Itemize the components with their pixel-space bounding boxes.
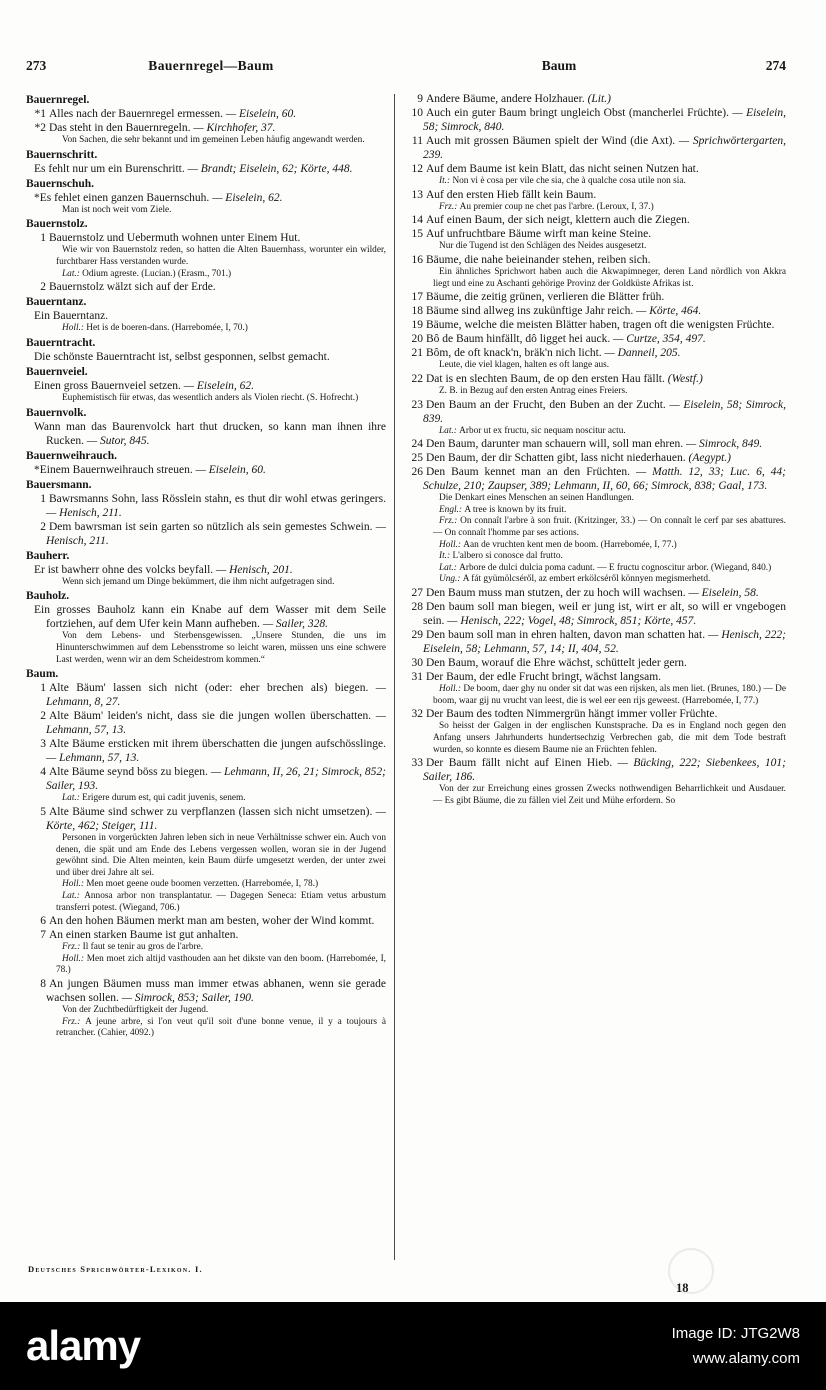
alamy-url-text: www.alamy.com — [692, 1350, 800, 1367]
left-column — [26, 92, 386, 1260]
language-note: It.: Non vi è cosa per vile che sia, che à qualche cosa utile non sia. — [439, 176, 686, 187]
language-note: Ung.: A fát gyümölcséről, az embert erkölcséről könnyen megismerhetd. — [439, 574, 711, 585]
entry-number: 23 — [411, 398, 423, 411]
proverb-entry: 19 Bäume, welche die meisten Blätter haben, tragen oft die wenigsten Früchte. — [411, 319, 775, 332]
language-label: Holl.: — [439, 684, 464, 695]
proverb-entry: 29 Den baum soll man in ehren halten, davon man schatten hat. — Henisch, 222; Eiselein, 58; Lehmann, 57, 14; II, 404, 52. — [411, 629, 786, 656]
proverb-entry: 10 Auch ein guter Baum bringt ungleich Obst (mancherlei Früchte). — Eiselein, 58; Simrock, 840. — [411, 107, 786, 134]
entry-number: 2 — [40, 710, 46, 723]
language-note: Lat.: Odium agreste. (Lucian.) (Erasm., 701.) — [62, 268, 232, 279]
language-label: Ung.: — [439, 574, 463, 585]
image-id-text: Image ID: JTG2W8 — [671, 1324, 800, 1342]
language-label: Lat.: — [62, 793, 83, 804]
source-citation: — Eiselein, 58; Simrock, 839. — [423, 398, 786, 425]
proverb-entry: Wann man das Baurenvolck hart thut drucken, so kann man ihnen ihre Rucken. — Sutor, 845. — [34, 420, 386, 447]
annotation: Wie wir von Bauernstolz reden, so hatten die Alten Bauernhass, worunter ein wilder, furchtbarer Hass verstanden wurde. — [56, 245, 386, 267]
alamy-watermark-bar — [0, 1302, 826, 1390]
entry-number: 17 — [411, 291, 423, 304]
annotation: Von der zur Erreichung eines grossen Zwecks nothwendigen Beharrlichkeit und Ausdauer. — Es gibt Bäume, die zu fällen viel Zeit und Mühe erfordern. So — [433, 784, 786, 806]
proverb-entry: 32 Der Baum des todten Nimmergrün hängt immer voller Früchte. — [411, 708, 718, 721]
source-citation: — Lehmann, 57, 13. — [46, 710, 386, 737]
page-number-right: 274 — [765, 58, 786, 73]
entry-number: 5 — [40, 805, 46, 818]
proverb-entry: *2 Das steht in den Bauernregeln. — Kirchhofer, 37. — [34, 122, 276, 135]
entry-number: 22 — [411, 372, 423, 385]
annotation: So heisst der Galgen in der englischen Kunstsprache. Da es in England noch gegen den Anfang unsers Jahrhunderts hundertsechzig Verbrechen gab, die mit dem Tode bestraft wurden, so konnte es diesem Baume nie an Früchten fehlen. — [433, 721, 786, 755]
headword: Bauernweihrauch. — [26, 449, 118, 462]
source-citation: — Henisch, 222; Eiselein, 58; Lehmann, 57, 14; II, 404, 52. — [423, 629, 786, 656]
proverb-entry: Es fehlt nur um ein Burenschritt. — Brandt; Eiselein, 62; Körte, 448. — [34, 162, 353, 175]
language-label: It.: — [439, 551, 453, 562]
language-note: Holl.: Aan de vruchten kent men de boom. (Harrebomée, I, 77.) — [439, 539, 677, 550]
language-label: Holl.: — [62, 323, 87, 334]
entry-number: 25 — [411, 452, 423, 465]
language-note: Frz.: Il faut se tenir au gros de l'arbre. — [62, 942, 204, 953]
language-note: Frz.: Au premier coup ne chet pas l'arbre. (Leroux, I, 37.) — [439, 201, 654, 212]
language-note: It.: L'albero si conosce dal frutto. — [439, 551, 563, 562]
proverb-entry: 2 Alte Bäum' leiden's nicht, dass sie die jungen wollen überschatten. — Lehmann, 57, 13. — [26, 709, 386, 737]
proverb-entry: 17 Bäume, die zeitig grünen, verlieren die Blätter früh. — [411, 291, 665, 304]
proverb-entry: 7 An einen starken Baume ist gut anhalten. — [26, 928, 386, 942]
headword: Bauernschritt. — [26, 148, 98, 161]
entry-number: 7 — [40, 929, 46, 942]
headword: Bauernschuh. — [26, 177, 95, 190]
source-citation: — Henisch, 222; Vogel, 48; Simrock, 851; Körte, 457. — [447, 615, 697, 628]
annotation: Euphemistisch für etwas, das wesentlich anders als Violen riecht. (S. Hofrecht.) — [62, 392, 359, 403]
entry-number: 29 — [411, 629, 423, 642]
proverb-entry: 1 Bawrsmanns Sohn, lass Rösslein stahn, es thut dir wohl etwas geringers. — Henisch, 211. — [26, 492, 386, 520]
proverb-entry: Ein Bauerntanz. — [34, 310, 109, 323]
entry-number: 19 — [411, 319, 423, 332]
language-note: Frz.: A jeune arbre, si l'on veut qu'il soit d'une bonne venue, il y a toujours à retrancher. (Cahier, 4092.) — [56, 1016, 386, 1039]
language-note: Holl.: Het is de boeren-dans. (Harrebomée, I, 70.) — [62, 323, 248, 334]
language-note: Lat.: Arbor ut ex fructu, sic nequam noscitur actu. — [439, 425, 626, 436]
annotation: Leute, die viel klagen, halten es oft lange aus. — [439, 360, 610, 371]
proverb-entry: Die schönste Bauerntracht ist, selbst gesponnen, selbst gemacht. — [34, 350, 330, 363]
proverb-entry: 20 Bô de Baum hinfällt, dô ligget hei auck. — Curtze, 354, 497. — [411, 333, 706, 346]
annotation: Wenn sich jemand um Dinge bekümmert, die ihm nicht aufgetragen sind. — [62, 576, 335, 587]
entry-number: 11 — [411, 135, 423, 148]
language-note: Engl.: A tree is known by its fruit. — [439, 504, 567, 515]
proverb-entry: *Es fehlet einen ganzen Bauernschuh. — Eiselein, 62. — [34, 191, 283, 204]
source-citation: — Eiselein, 58; Simrock, 840. — [423, 107, 786, 134]
proverb-entry: 33 Der Baum fällt nicht auf Einen Hieb. — Bücking, 222; Siebenkees, 101; Sailer, 186. — [411, 757, 786, 784]
source-citation: — Sutor, 845. — [86, 434, 150, 447]
running-header — [26, 58, 786, 78]
annotation: Nur die Tugend ist den Schlägen des Neides ausgesetzt. — [439, 241, 647, 252]
language-label: Holl.: — [62, 879, 87, 890]
source-citation: — Matth. 12, 33; Luc. 6, 44; Schulze, 210; Zaupser, 389; Lehmann, II, 60, 66; Simrock, 838; Gaal, 173. — [423, 466, 786, 493]
entry-number: 21 — [411, 347, 423, 360]
headword: Bauerntracht. — [26, 336, 96, 349]
proverb-entry: 3 Alte Bäume ersticken mit ihrem überschatten die jungen aufschösslinge. — Lehmann, 57, 13. — [26, 737, 386, 765]
source-citation: — Simrock, 849. — [685, 438, 763, 451]
series-footer: Deutsches Sprichwörter-Lexikon. I. — [28, 1264, 203, 1274]
entry-number: 13 — [411, 188, 423, 201]
headword: Bauernvolk. — [26, 406, 87, 419]
entry-number: 18 — [411, 305, 423, 318]
source-citation: — Danneil, 205. — [604, 347, 681, 360]
source-citation: — Simrock, 853; Sailer, 190. — [121, 992, 254, 1005]
annotation: Man ist noch weit vom Ziele. — [62, 204, 172, 215]
annotation: Personen in vorgerückten Jahren leben sich in neue Verhältnisse schwer ein. Auch von denen, die spät und am Ende des Lebens vergessen wollen, woran sie in der Jugend gewöhnt sind. Die Alten meinten, kein Baum dürfe umgesetzt werden, der unter zwei und über drei Jahre alt sei. — [56, 832, 386, 878]
language-label: Engl.: — [439, 504, 465, 515]
annotation: Von der Zuchtbedürftigkeit der Jugend. — [62, 1005, 209, 1016]
headword: Bauernstolz. — [26, 218, 88, 231]
entry-number: 9 — [417, 93, 423, 105]
entry-number: 16 — [411, 253, 423, 266]
entry-number: 30 — [411, 657, 423, 670]
source-citation: (Lit.) — [587, 93, 611, 105]
proverb-entry: 11 Auch mit grossen Bäumen spielt der Wind (die Axt). — Sprichwörtergarten, 239. — [411, 135, 786, 162]
source-citation: — Sprichwörtergarten, 239. — [423, 135, 786, 162]
source-citation: — Henisch, 211. — [46, 520, 386, 547]
source-citation: — Henisch, 201. — [216, 563, 293, 576]
headword: Bauersmann. — [26, 478, 92, 491]
proverb-entry: 31 Der Baum, der edle Frucht bringt, wächst langsam. — [411, 671, 662, 684]
source-citation: — Eiselein, 62. — [183, 379, 255, 392]
entry-number: 14 — [411, 214, 423, 227]
proverb-entry: 12 Auf dem Baume ist kein Blatt, das nicht seinen Nutzen hat. — [411, 163, 699, 176]
source-citation: — Eiselein, 60. — [225, 108, 297, 121]
alamy-meta — [672, 1321, 800, 1372]
language-label: Holl.: — [439, 539, 464, 550]
entry-number: 15 — [411, 228, 423, 241]
language-label: Holl.: — [62, 953, 87, 964]
proverb-entry: 1 Alte Bäum' lassen sich nicht (oder: eher brechen als) biegen. — Lehmann, 8, 27. — [26, 681, 386, 709]
proverb-entry: 8 An jungen Bäumen muss man immer etwas abhanen, wenn sie gerade wachsen sollen. — Simrock, 853; Sailer, 190. — [26, 977, 386, 1005]
entry-number: 26 — [411, 466, 423, 479]
headword: Bauernregel. — [26, 94, 90, 106]
proverb-entry: 9 Andere Bäume, andere Holzhauer. (Lit.) — [403, 92, 786, 106]
source-citation: — Körte, 464. — [636, 305, 702, 318]
annotation: Die Denkart eines Menschen an seinen Handlungen. — [439, 493, 634, 504]
header-title-right: Baum — [541, 58, 577, 73]
annotation: Von Sachen, die sehr bekannt und im gemeinen Leben häufig angewandt werden. — [62, 135, 365, 146]
language-label: Lat.: — [62, 268, 83, 279]
entry-number: 8 — [40, 978, 46, 991]
entry-number: 24 — [411, 438, 423, 451]
proverb-entry: Einen gross Bauernveiel setzen. — Eiselein, 62. — [34, 379, 255, 392]
page-number-left: 273 — [26, 58, 47, 73]
source-citation: — Lehmann, 8, 27. — [46, 682, 386, 709]
annotation: Ein ähnliches Sprichwort haben auch die Akwapimneger, deren Land nördlich von Akkra liegt und eine zu Aschanti gehörige Provinz der Goldküste Afrikas ist. — [433, 266, 786, 289]
alamy-logo: alamy — [26, 1322, 141, 1369]
language-note: Lat.: Annosa arbor non transplantatur. — Dagegen Seneca: Etiam vetus arbustum transferri potest. (Wiegand, 706.) — [56, 891, 386, 913]
entry-number: 33 — [411, 757, 423, 770]
entry-number: 2 — [40, 520, 46, 533]
proverb-entry: 27 Den Baum muss man stutzen, der zu hoch will wachsen. — Eiselein, 58. — [411, 587, 759, 600]
entry-number: 6 — [40, 915, 46, 928]
proverb-entry: 13 Auf den ersten Hieb fällt kein Baum. — [411, 188, 597, 201]
entry-number: 2 — [40, 281, 46, 294]
language-label: Lat.: — [439, 425, 460, 436]
source-citation: (Westf.) — [667, 372, 703, 385]
proverb-entry: 21 Bôm, de oft knack'n, bräk'n nich licht. — Danneil, 205. — [411, 347, 681, 360]
entry-number: 4 — [40, 766, 46, 779]
entry-number: *2 — [34, 122, 46, 135]
source-citation: — Eiselein, 60. — [195, 463, 266, 476]
headword: Bauherr. — [26, 549, 70, 562]
proverb-entry: Ein grosses Bauholz kann ein Knabe auf dem Wasser mit dem Seile fortziehen, auf dem Ufer kein Mann aufheben. — Sailer, 328. — [34, 604, 386, 631]
proverb-entry: 24 Den Baum, darunter man schauern will, soll man ehren. — Simrock, 849. — [411, 438, 763, 451]
headword: Bauernveiel. — [26, 365, 88, 378]
proverb-entry: Er ist bawherr ohne des volcks beyfall. — Henisch, 201. — [34, 563, 293, 576]
language-label: Lat.: — [439, 562, 460, 573]
source-citation: — Henisch, 211. — [46, 506, 122, 519]
language-label: Frz.: — [62, 942, 83, 953]
proverb-entry: 26 Den Baum kennet man an den Früchten. — Matth. 12, 33; Luc. 6, 44; Schulze, 210; Zaupser, 389; Lehmann, II, 60, 66; Simrock, 838; Gaal, 173. — [411, 466, 786, 493]
proverb-entry: 25 Den Baum, der dir Schatten gibt, lass nicht niederhauen. (Aegypt.) — [411, 452, 731, 465]
language-label: It.: — [439, 176, 453, 187]
source-citation: — Körte, 462; Steiger, 111. — [46, 805, 386, 832]
source-citation: — Bücking, 222; Siebenkees, 101; Sailer, 186. — [423, 757, 786, 784]
language-label: Frz.: — [439, 201, 460, 212]
source-citation: (Aegypt.) — [688, 452, 731, 465]
source-citation: — Eiselein, 62. — [212, 191, 283, 204]
proverb-entry: 4 Alte Bäume seynd böss zu biegen. — Lehmann, II, 26, 21; Simrock, 852; Sailer, 193. — [26, 765, 386, 793]
headword: Bauholz. — [26, 590, 70, 603]
language-label: Frz.: — [439, 516, 461, 527]
annotation: Von dem Lebens- und Sterbensgewissen. „Unsere Stunden, die uns im Hinunterschwimmen auf dem Lebensstrome so leicht waren, müssen uns eine schwere Last werden, wenn wir an dem Scheidestrom kommen.“ — [56, 631, 386, 665]
entry-number: 3 — [40, 738, 46, 751]
headword: Bauerntanz. — [26, 296, 87, 309]
source-citation: — Lehmann, 57, 13. — [46, 752, 140, 765]
proverb-entry: 2 Bauernstolz wälzt sich auf der Erde. — [26, 280, 386, 294]
source-citation: — Eiselein, 58. — [688, 587, 759, 600]
entry-number: 20 — [411, 333, 423, 346]
column-divider-rule — [394, 94, 395, 1260]
proverb-entry: 1 Bauernstolz und Uebermuth wohnen unter Einem Hut. — [26, 231, 386, 245]
entry-number: 10 — [411, 107, 423, 120]
language-note: Holl.: Men moet zich altijd vasthouden aan het dikste van den boom. (Harrebomée, I, 78.) — [56, 953, 386, 976]
sheet-number: 18 — [676, 1281, 689, 1295]
entry-number: 32 — [411, 708, 423, 721]
entry-number: 12 — [411, 163, 423, 176]
proverb-entry: 18 Bäume sind allweg ins zukünftige Jahr reich. — Körte, 464. — [411, 305, 702, 318]
two-column-text — [26, 92, 786, 1260]
source-citation: — Sailer, 328. — [262, 618, 328, 631]
language-label: Frz.: — [62, 1016, 86, 1027]
entry-number: 1 — [40, 232, 46, 245]
source-citation: — Brandt; Eiselein, 62; Körte, 448. — [187, 162, 353, 175]
proverb-entry: *Einem Bauernweihrauch streuen. — Eiselein, 60. — [34, 463, 266, 476]
header-title-left: Bauernregel—Baum — [148, 58, 274, 73]
proverb-entry: 16 Bäume, die nahe beieinander stehen, reiben sich. — [411, 253, 651, 266]
headword: Baum. — [26, 668, 59, 681]
entry-number: 27 — [411, 587, 423, 600]
proverb-entry: 28 Den baum soll man biegen, weil er jung ist, wirt er alt, so will er vngebogen sein. — Henisch, 222; Vogel, 48; Simrock, 851; Körte, 457. — [411, 601, 786, 628]
language-note: Holl.: De boom, daer ghy nu onder sit dat was een rijsken, als men liet. (Brunes, 180.) — De boom, waar gij nu vrucht van leest, die is wel eer een rijs geweest. (Harrebomée, I, 77.) — [433, 684, 786, 706]
source-citation: — Lehmann, II, 26, 21; Simrock, 852; Sailer, 193. — [46, 766, 386, 793]
language-note: Lat.: Arbore de dulci dulcia poma cadunt. — E fructu cognoscitur arbor. (Wiegand, 840.) — [439, 562, 772, 573]
language-note: Lat.: Erigere durum est, qui cadit juvenis, senem. — [62, 793, 246, 804]
proverb-entry: 5 Alte Bäume sind schwer zu verpflanzen (lassen sich nicht umsetzen). — Körte, 462; Steiger, 111. — [26, 805, 386, 833]
language-label: Lat.: — [62, 891, 85, 902]
entry-number: 1 — [40, 492, 46, 505]
proverb-entry: *1 Alles nach der Bauernregel ermessen. — Eiselein, 60. — [34, 108, 297, 121]
annotation: Z. B. in Bezug auf den ersten Antrag eines Freiers. — [439, 385, 628, 396]
language-note: Holl.: Men moet geene oude boomen verzetten. (Harrebomée, I, 78.) — [62, 879, 319, 890]
language-note: Frz.: On connaît l'arbre à son fruit. (Kritzinger, 33.) — On connaît le cerf par ses abattures. — On connaît l'homme par ses actions. — [433, 516, 786, 539]
proverb-entry: 30 Den Baum, worauf die Ehre wächst, schüttelt jeder gern. — [411, 657, 687, 670]
entry-number: 28 — [411, 601, 423, 614]
proverb-entry: 6 An den hohen Bäumen merkt man am besten, woher der Wind kommt. — [26, 914, 386, 928]
source-citation: — Kirchhofer, 37. — [193, 122, 276, 135]
entry-number: *1 — [34, 108, 46, 121]
right-column — [403, 92, 786, 1260]
proverb-entry: 15 Auf unfruchtbare Bäume wirft man keine Steine. — [411, 228, 652, 241]
proverb-entry: 23 Den Baum an der Frucht, den Buben an der Zucht. — Eiselein, 58; Simrock, 839. — [411, 398, 786, 425]
entry-number: 1 — [40, 682, 46, 695]
entry-number: 31 — [411, 671, 423, 684]
proverb-entry: 2 Dem bawrsman ist sein garten so nützlich als sein gemestes Schwein. — Henisch, 211. — [26, 520, 386, 548]
proverb-entry: 22 Dat is en slechten Baum, de op den ersten Hau fällt. (Westf.) — [411, 372, 703, 385]
source-citation: — Curtze, 354, 497. — [613, 333, 706, 346]
proverb-entry: 14 Auf einen Baum, der sich neigt, klettern auch die Ziegen. — [411, 214, 690, 227]
